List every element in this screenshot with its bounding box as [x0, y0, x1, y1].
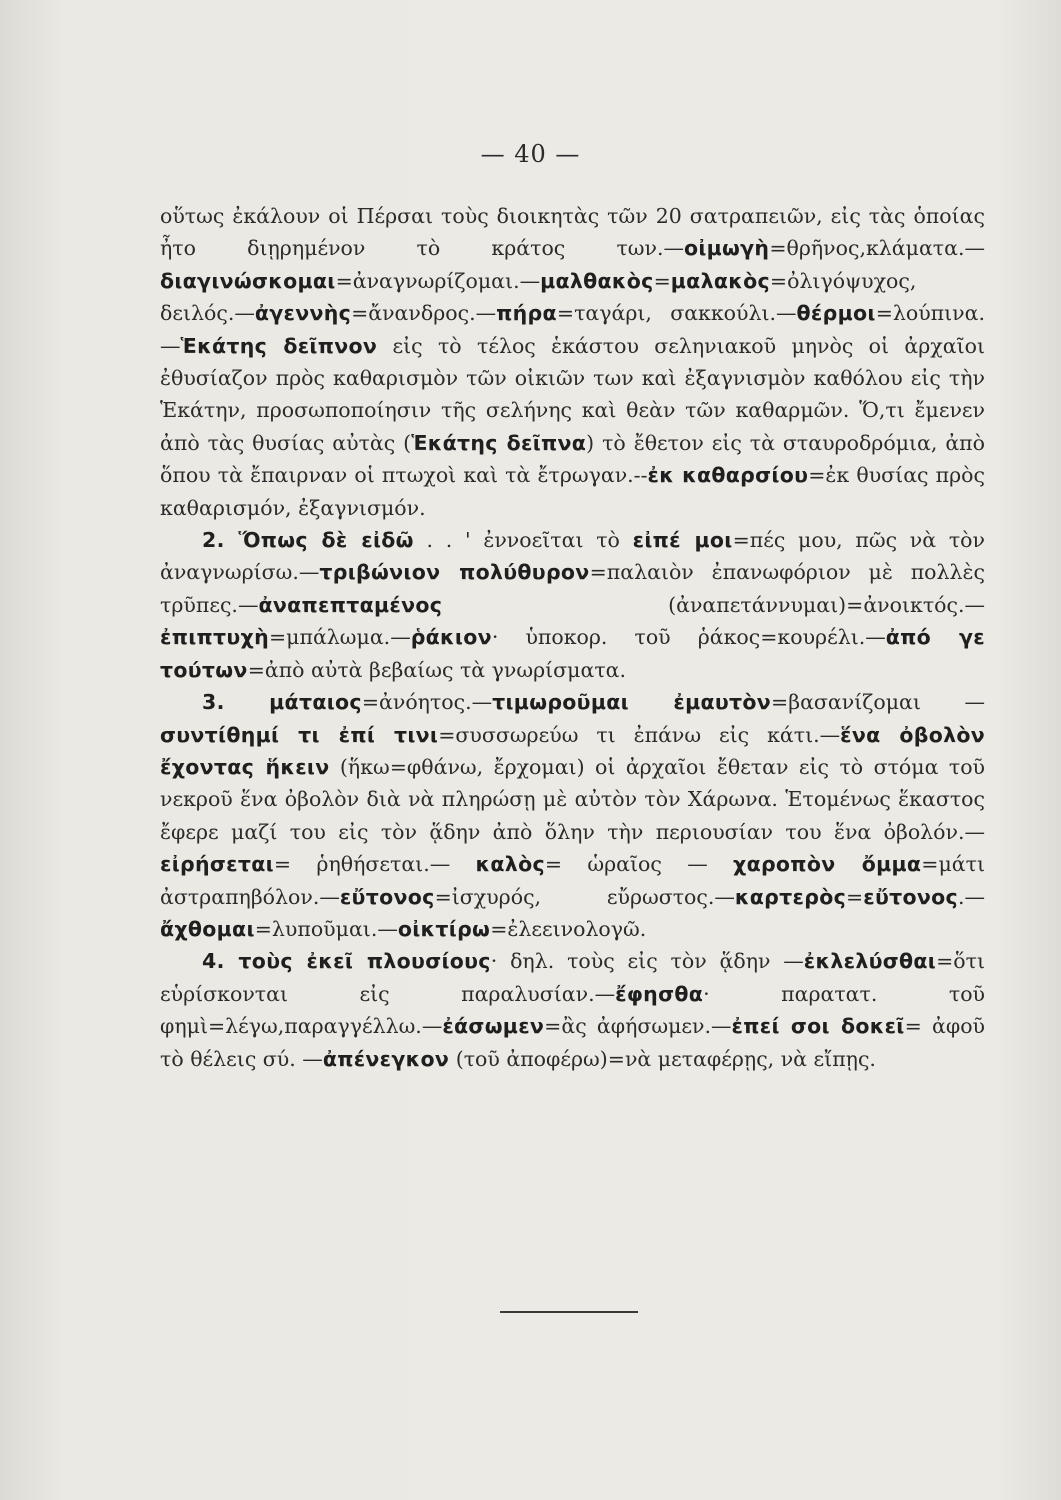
lemma-term: ἀπό γε τούτων	[160, 625, 985, 682]
lemma-term: ἐκλελύσθαι	[803, 949, 937, 974]
gloss-text: .—	[957, 884, 985, 909]
lemma-term: εὔτονος	[339, 884, 435, 909]
lemma-term: 4.	[202, 949, 239, 974]
lemma-term: καλὸς	[475, 852, 545, 877]
paragraph-4	[160, 945, 985, 1075]
lemma-term: ἀγεννὴς	[254, 301, 352, 326]
gloss-text: =ἐκ θυσίας πρὸς καθαρισμόν, ἐξαγνισμόν.	[160, 463, 985, 520]
gloss-text: ) τὸ ἔθετον εἰς τὰ σταυροδρόμια, ἀπὸ ὅπου τὰ ἔπαιρναν οἱ πτωχοὶ καὶ τὰ ἔτρωγαν.--	[160, 430, 985, 488]
gloss-text: =ἀπὸ αὐτὰ βεβαίως τὰ γνωρίσματα.	[247, 657, 627, 682]
gloss-text: . . ' ἐννοεῖται τὸ	[413, 528, 633, 553]
gloss-text: =ἂς ἀφήσωμεν.—	[544, 1014, 732, 1039]
gloss-text: =λυποῦμαι.—	[254, 916, 398, 941]
lemma-term: χαροπὸν ὄμμα	[733, 852, 922, 877]
lemma-term: ἐάσωμεν	[442, 1014, 545, 1039]
gloss-text: (τοῦ ἀποφέρω)=νὰ μεταφέρῃς, νὰ εἴπῃς.	[449, 1046, 876, 1071]
gloss-text: =θρῆνος,κλάματα.—	[769, 236, 985, 261]
gloss-text: =ἐλεεινολογῶ.	[490, 916, 647, 941]
paragraph-2	[160, 524, 985, 686]
lemma-term: μαλθακὸς	[540, 268, 654, 293]
lemma-term: πήρα	[496, 301, 557, 326]
page-number: — 40 —	[480, 140, 581, 168]
lemma-term: τοὺς ἐκεῖ πλουσίους	[238, 949, 491, 974]
gloss-text: =ὀλιγόψυχος, δειλός.—	[160, 268, 917, 326]
lemma-term: μάταιος	[269, 690, 362, 715]
gloss-text: =ὅτι εὑρίσκονται εἰς παραλυσίαν.—	[160, 949, 985, 1006]
gloss-text: · ὑποκορ. τοῦ ῥάκος=κουρέλι.—	[491, 625, 886, 650]
gloss-text: =μάτι ἀστραπηβόλον.—	[160, 852, 985, 909]
gloss-text: =ταγάρι, σακκούλι.—	[556, 301, 797, 326]
lemma-term: συντίθημί τι ἐπί τινι	[160, 722, 439, 747]
gloss-text: =ἀνόητος.—	[361, 690, 493, 715]
gloss-text: · παρατατ. τοῦ φημὶ=λέγω,παραγγέλλω.—	[160, 981, 986, 1039]
paragraph-1	[160, 200, 985, 524]
lemma-term: Ἑκάτης δεῖπνον	[180, 333, 378, 358]
lemma-term: ἐπεί σοι δοκεῖ	[731, 1014, 905, 1039]
lemma-term: 2.	[202, 528, 239, 553]
lemma-term: 3.	[202, 690, 270, 715]
lemma-term: οἰκτίρω	[397, 916, 491, 941]
gloss-text: =βασανίζομαι —	[771, 690, 986, 715]
lemma-term: θέρμοι	[796, 301, 876, 326]
gloss-text: =πές μου, πῶς νὰ τὸν ἀναγνωρίσω.—	[160, 528, 985, 585]
commentary-text	[160, 200, 985, 1075]
lemma-term: τριβώνιον πολύθυρον	[319, 560, 590, 585]
gloss-text: οὕτως ἐκάλουν οἱ Πέρσαι τοὺς διοικητὰς τῶν 20 σατραπειῶν, εἰς τὰς ὁποίας ἦτο διῃρημένον τὸ κράτος των.—	[160, 204, 985, 261]
end-rule	[500, 1311, 638, 1313]
lemma-term: διαγινώσκομαι	[160, 268, 336, 293]
lemma-term: οἰμωγὴ	[683, 236, 770, 261]
gloss-text: =ἀναγνωρίζομαι.—	[335, 268, 541, 293]
lemma-term: μαλακὸς	[670, 268, 770, 293]
lemma-term: εὔτονος	[863, 884, 958, 909]
gloss-text: =ἄνανδρος.—	[351, 301, 497, 326]
gloss-text: (ἥκω=φθάνω, ἔρχομαι) οἱ ἀρχαῖοι ἔθεταν εἰς τὸ στόμα τοῦ νεκροῦ ἕνα ὀβολὸν διὰ νὰ πληρώσῃ μὲ αὐτὸν τὸν Χάρωνα. Ἑτομένως ἕκαστος ἔφερε μαζί του εἰς τὸν ᾅδην ἀπὸ ὅλην τὴν περιουσίαν του ἕνα ὀβολόν.—	[160, 754, 986, 844]
lemma-term: εἰπέ μοι	[632, 528, 733, 553]
lemma-term: ἐπιπτυχὴ	[160, 625, 269, 650]
lemma-term: ἕνα ὀβολὸν ἔχοντας ἥκειν	[160, 722, 985, 779]
gloss-text: = ῥηθήσεται.—	[273, 852, 476, 877]
lemma-term: εἰρήσεται	[160, 852, 274, 877]
lemma-term: ῥάκιον	[410, 625, 492, 650]
lemma-term: ἐκ καθαρσίου	[647, 463, 809, 488]
gloss-text: =	[653, 268, 671, 293]
gloss-text: = ἀφοῦ τὸ θέλεις σύ. —	[160, 1014, 985, 1071]
gloss-text: εἰς τὸ τέλος ἑκάστου σεληνιακοῦ μηνὸς οἱ ἀρχαῖοι ἐθυσίαζον πρὸς καθαρισμὸν τῶν οἰκιῶν των καὶ ἐξαγνισμὸν καθόλου εἰς τὴν Ἑκάτην, προσωποποίησιν τῆς σελήνης καὶ θεὰν τῶν καθαρμῶν. Ὅ,τι ἔμενεν ἀπὸ τὰς θυσίας αὐτὰς (	[160, 333, 985, 455]
lemma-term: Ἑκάτης δεῖπνα	[411, 430, 587, 455]
gloss-text: · δηλ. τοὺς εἰς τὸν ᾅδην —	[490, 949, 804, 974]
gloss-text: =ἰσχυρός, εὔρωστος.—	[434, 884, 735, 909]
gloss-text: =	[846, 884, 864, 909]
gloss-text: =συσσωρεύω τι ἐπάνω εἰς κάτι.—	[438, 722, 841, 747]
lemma-term: ἀπένεγκον	[322, 1046, 450, 1071]
lemma-term: ἔφησθα	[615, 981, 704, 1006]
gloss-text: =παλαιὸν ἐπανωφόριον μὲ πολλὲς τρῦπες.—	[160, 560, 985, 617]
gloss-text: =λούπινα.—	[160, 301, 985, 358]
gloss-text: (ἀναπετάννυμαι)=ἀνοικτός.—	[442, 592, 985, 617]
lemma-term: Ὅπως δὲ εἰδῶ	[238, 528, 414, 553]
lemma-term: καρτερὸς	[734, 884, 847, 909]
lemma-term: τιμωροῦμαι ἐμαυτὸν	[492, 690, 772, 715]
lemma-term: ἄχθομαι	[160, 916, 255, 941]
gloss-text: =μπάλωμα.—	[268, 625, 411, 650]
gloss-text: = ὡραῖος —	[544, 852, 734, 877]
paragraph-3	[160, 686, 985, 945]
lemma-term: ἀναπεπταμένος	[258, 592, 443, 617]
